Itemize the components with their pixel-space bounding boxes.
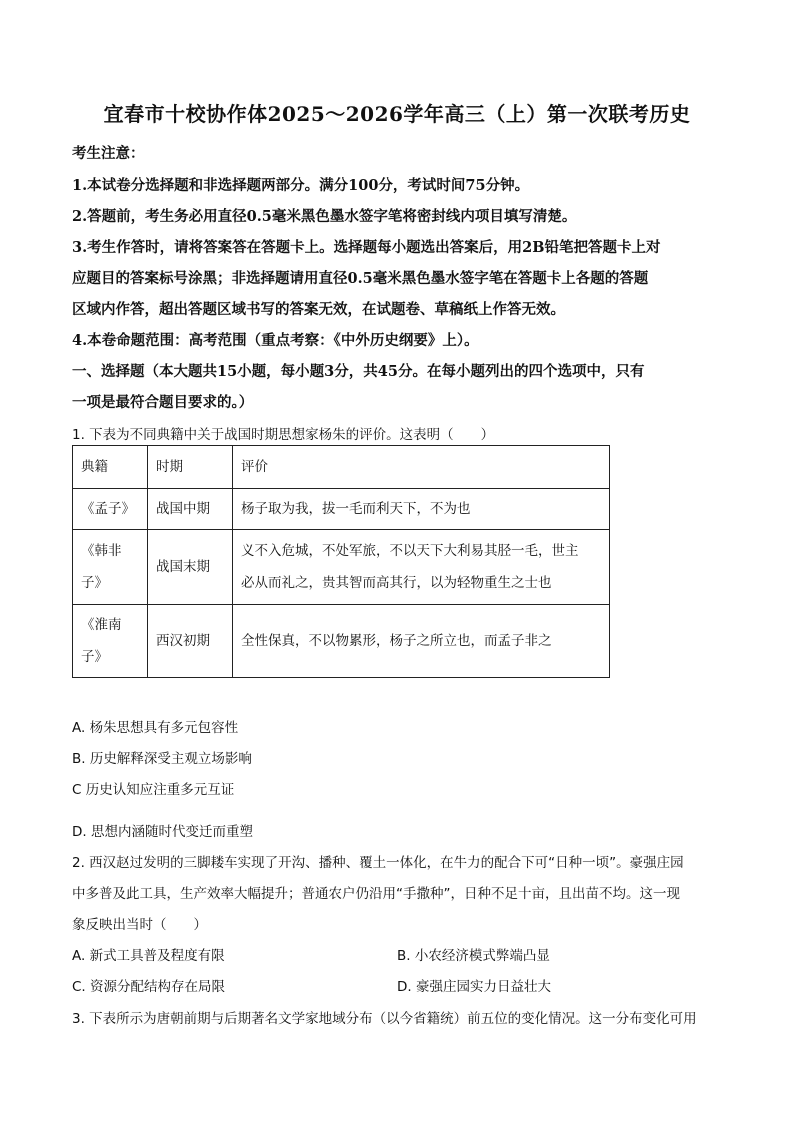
notice-line: 4.本卷命题范围：高考范围（重点考察：《中外历史纲要》上）。 bbox=[72, 332, 479, 349]
table-cell-period: 西汉初期 bbox=[148, 605, 233, 678]
table-cell-period: 战国中期 bbox=[148, 489, 233, 530]
question-2-stem: 中多普及此工具，生产效率大幅提升；普通农户仍沿用“手撒种”，日种不足十亩，且出苗不均。这一现 bbox=[72, 886, 680, 902]
table-cell-book: 《韩非 子》 bbox=[73, 530, 148, 605]
question-1-option-d[interactable]: D. 思想内涵随时代变迁而重塑 bbox=[72, 824, 253, 840]
section-heading: 一、选择题（本大题共15小题，每小题3分，共45分。在每小题列出的四个选项中，只有 bbox=[72, 363, 645, 380]
question-1-table bbox=[72, 445, 610, 678]
question-2-option-c[interactable]: C. 资源分配结构存在局限 bbox=[72, 979, 226, 995]
notice-line: 区域内作答，超出答题区域书写的答案无效，在试题卷、草稿纸上作答无效。 bbox=[72, 301, 565, 318]
section-heading-cont: 一项是最符合题目要求的。） bbox=[72, 394, 254, 411]
question-2-stem: 象反映出当时（ ） bbox=[72, 917, 207, 933]
page-title: 宜春市十校协作体2025～2026学年高三（上）第一次联考历史 bbox=[103, 102, 691, 126]
notice-line: 2.答题前，考生务必用直径0.5毫米黑色墨水签字笔将密封线内项目填写清楚。 bbox=[72, 208, 577, 225]
table-header: 评价 bbox=[233, 446, 610, 489]
question-2-option-d[interactable]: D. 豪强庄园实力日益壮大 bbox=[397, 979, 551, 995]
question-1-option-b[interactable]: B. 历史解释深受主观立场影响 bbox=[72, 751, 252, 767]
table-row bbox=[73, 605, 610, 678]
notice-heading: 考生注意： bbox=[72, 145, 145, 162]
question-2-option-a[interactable]: A. 新式工具普及程度有限 bbox=[72, 948, 225, 964]
table-row bbox=[73, 489, 610, 530]
question-2-stem: 2. 西汉赵过发明的三脚耧车实现了开沟、播种、覆土一体化，在牛力的配合下可“日种一顷”。豪强庄园 bbox=[72, 855, 684, 871]
table-row bbox=[73, 530, 610, 605]
question-2-option-b[interactable]: B. 小农经济模式弊端凸显 bbox=[397, 948, 550, 964]
question-1-option-c[interactable]: C 历史认知应注重多元互证 bbox=[72, 782, 235, 798]
notice-line: 应题目的答案标号涂黑；非选择题请用直径0.5毫米黑色墨水签字笔在答题卡上各题的答题 bbox=[72, 270, 649, 287]
table-header-row bbox=[73, 446, 610, 489]
table-cell-book: 《淮南 子》 bbox=[73, 605, 148, 678]
notice-line: 3.考生作答时，请将答案答在答题卡上。选择题每小题选出答案后，用2B铅笔把答题卡上对 bbox=[72, 239, 661, 256]
question-3-stem: 3. 下表所示为唐朝前期与后期著名文学家地域分布（以今省籍统）前五位的变化情况。这一分布变化可用 bbox=[72, 1011, 697, 1027]
table-header: 典籍 bbox=[73, 446, 148, 489]
table-header: 时期 bbox=[148, 446, 233, 489]
table-cell-eval: 义不入危城，不处军旅，不以天下大利易其胫一毛，世主 必从而礼之，贵其智而高其行，以为轻物重生之士也 bbox=[233, 530, 610, 605]
table-cell-eval: 杨子取为我，拔一毛而利天下，不为也 bbox=[233, 489, 610, 530]
table-cell-period: 战国末期 bbox=[148, 530, 233, 605]
question-1-stem: 1. 下表为不同典籍中关于战国时期思想家杨朱的评价。这表明（ ） bbox=[72, 427, 495, 443]
question-1-option-a[interactable]: A. 杨朱思想具有多元包容性 bbox=[72, 720, 239, 736]
table-cell-book: 《孟子》 bbox=[73, 489, 148, 530]
notice-line: 1.本试卷分选择题和非选择题两部分。满分100分，考试时间75分钟。 bbox=[72, 177, 530, 194]
table-cell-eval: 全性保真，不以物累形，杨子之所立也，而孟子非之 bbox=[233, 605, 610, 678]
